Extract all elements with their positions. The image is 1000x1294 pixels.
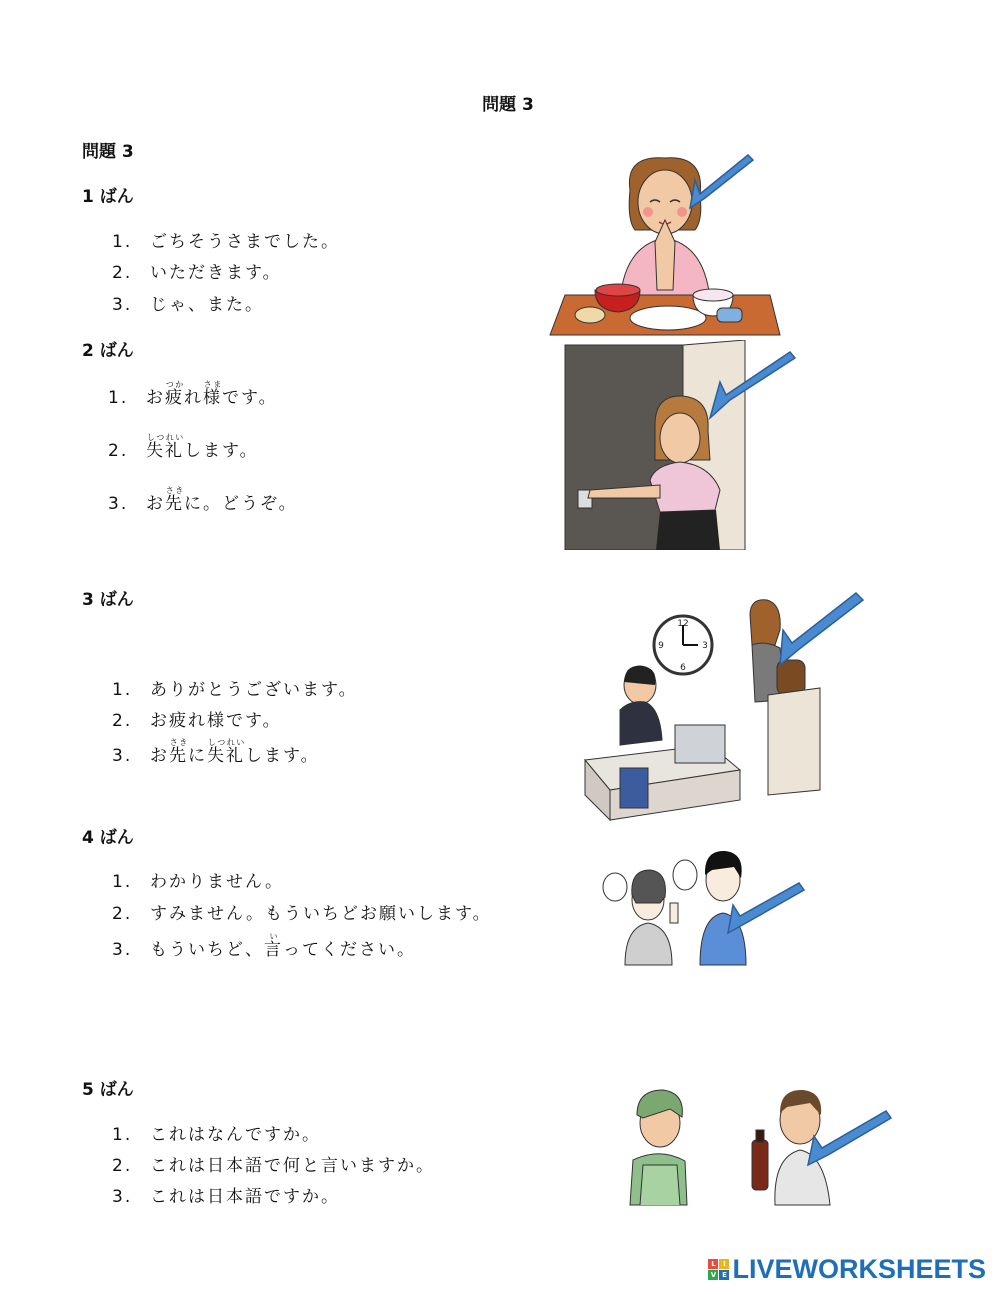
- q1-option-1[interactable]: 1. ごちそうさまでした。: [112, 232, 340, 252]
- meal-illustration: [545, 150, 785, 340]
- svg-text:12: 12: [677, 619, 689, 629]
- door-illustration: [560, 340, 800, 550]
- two-men-illustration: [625, 1085, 895, 1210]
- furigana-word: 先さき: [165, 486, 184, 514]
- question-5-heading: 5 ばん: [82, 1080, 134, 1100]
- furigana-word: 失礼しつれい: [207, 738, 245, 766]
- q5-option-1[interactable]: 1. これはなんですか。: [112, 1125, 321, 1145]
- q3-option-1[interactable]: 1. ありがとうございます。: [112, 680, 358, 700]
- svg-text:9: 9: [658, 641, 664, 651]
- logo-wordmark: LIVEWORKSHEETS: [732, 1253, 986, 1284]
- svg-text:3: 3: [702, 641, 708, 651]
- q2-option-3[interactable]: 3. お先さきに。どうぞ。: [108, 486, 298, 514]
- question-3-heading: 3 ばん: [82, 590, 134, 610]
- furigana-word: 様さま: [203, 380, 222, 408]
- office-illustration: [580, 590, 870, 825]
- liveworksheets-logo: [708, 1254, 986, 1284]
- furigana-word: 言い: [264, 932, 283, 960]
- q4-option-3[interactable]: 3. もういちど、言いってください。: [112, 932, 416, 960]
- furigana-word: 先さき: [169, 738, 188, 766]
- furigana-word: 疲つか: [165, 380, 184, 408]
- q2-option-2[interactable]: 2. 失礼しつれいします。: [108, 433, 259, 461]
- q4-option-2[interactable]: 2. すみません。もういちどお願いします。: [112, 904, 492, 924]
- question-2-heading: 2 ばん: [82, 341, 134, 361]
- q3-option-2[interactable]: 2. お疲れ様です。: [112, 711, 282, 731]
- question-1-heading: 1 ばん: [82, 187, 134, 207]
- svg-text:6: 6: [680, 663, 686, 673]
- furigana-word: 失礼しつれい: [146, 433, 184, 461]
- section-title: 問題 3: [82, 142, 134, 162]
- q2-option-1[interactable]: 1. お疲つかれ様さまです。: [108, 380, 278, 408]
- question-4-heading: 4 ばん: [82, 828, 134, 848]
- logo-badge-icon: L I V E: [708, 1259, 729, 1280]
- conversation-illustration: [600, 845, 810, 970]
- q3-option-3[interactable]: 3. お先さきに失礼しつれいします。: [112, 738, 320, 766]
- q1-option-2[interactable]: 2. いただきます。: [112, 263, 282, 283]
- q1-option-3[interactable]: 3. じゃ、また。: [112, 295, 264, 315]
- page-title: 問題 3: [482, 95, 534, 115]
- q5-option-3[interactable]: 3. これは日本語ですか。: [112, 1187, 340, 1207]
- q5-option-2[interactable]: 2. これは日本語で何と言いますか。: [112, 1156, 435, 1176]
- q4-option-1[interactable]: 1. わかりません。: [112, 872, 285, 892]
